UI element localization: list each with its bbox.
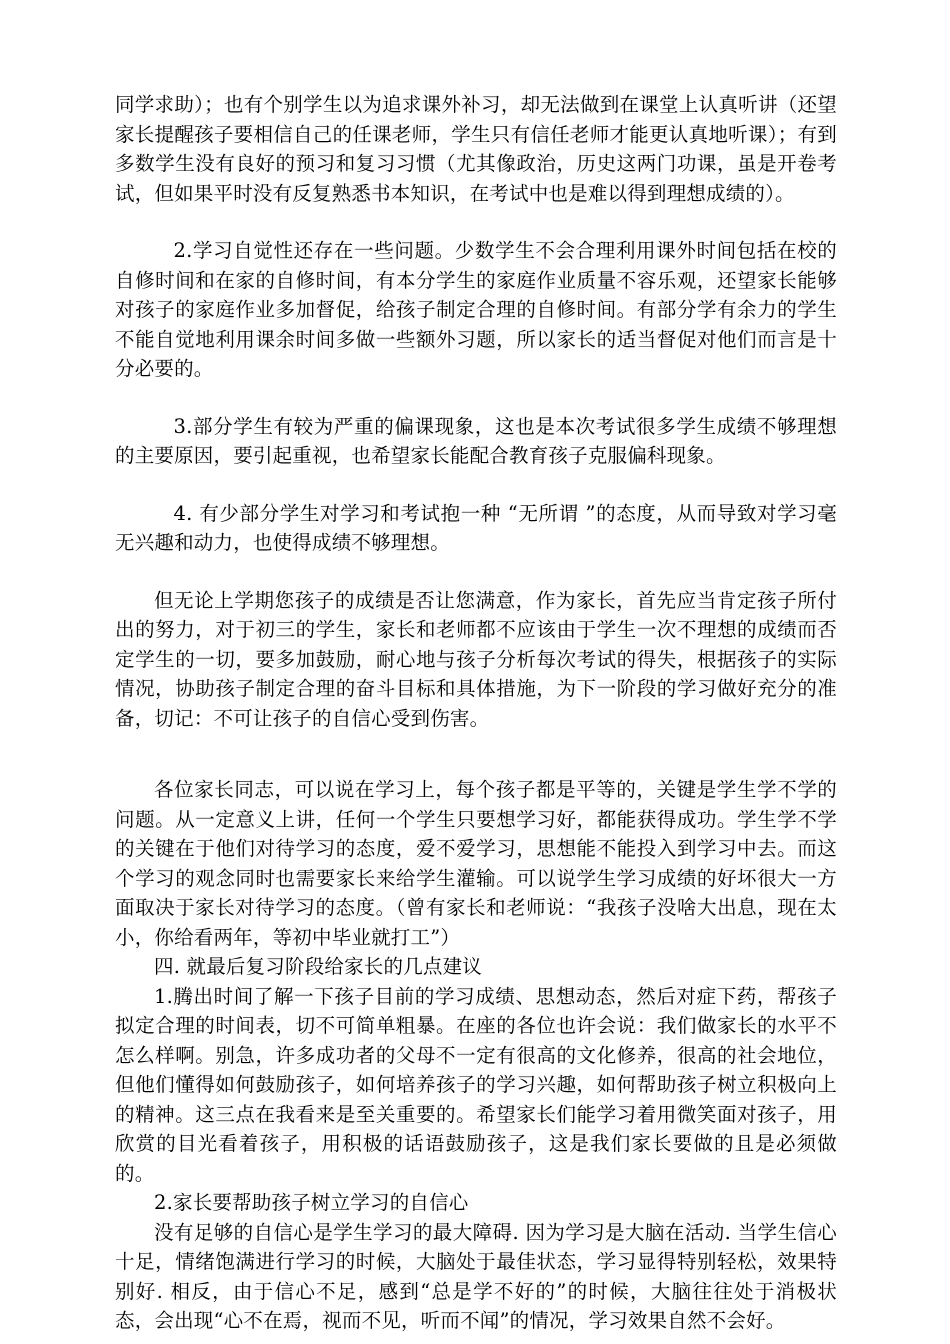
paragraph-confidence: 没有足够的自信心是学生学习的最大障碍. 因为学习是大脑在活动. 当学生信心十足，情绪饱满进行学习的时候，大脑处于最佳状态，学习显得特别轻松，效果特别好. 相反，由于信心不足，感到“总是学不好的”的时候，大脑往往处于消极状态，会出现“心不在焉，视而不见，听而不闻”的情况，学习效果自然不会好。 [115,1220,837,1332]
paragraph-suggestion-1: 1.腾出时间了解一下孩子目前的学习成绩、思想动态，然后对症下药，帮孩子拟定合理的时间表，切不可简单粗暴。在座的各位也许会说：我们做家长的水平不怎么样啊。别急，许多成功者的父母不一定有很高的文化修养，很高的社会地位，但他们懂得如何鼓励孩子，如何培养孩子的学习兴趣，如何帮助孩子树立积极向上的精神。这三点在我看来是至关重要的。希望家长们能学习着用微笑面对孩子，用欣赏的目光看着孩子，用积极的话语鼓励孩子，这是我们家长要做的且是必须做的。 [115,984,837,1185]
paragraph-parents-address: 各位家长同志，可以说在学习上，每个孩子都是平等的，关键是学生学不学的问题。从一定意义上讲，任何一个学生只要想学习好，都能获得成功。学生学不学的关键在于他们对待学习的态度，爱不爱学习，思想能不能投入到学习中去。而这个学习的观念同时也需要家长来给学生灌输。可以说学生学习成绩的好坏很大一方面取决于家长对待学习的态度。（曾有家长和老师说：“我孩子没啥大出息，现在太小，你给看两年，等初中毕业就打工”） [115,778,837,949]
paragraph-continuation: 同学求助）；也有个别学生以为追求课外补习，却无法做到在课堂上认真听讲（还望家长提醒孩子要相信自己的任课老师，学生只有信任老师才能更认真地听课）；有到多数学生没有良好的预习和复习习惯（尤其像政治，历史这两门功课，虽是开卷考试，但如果平时没有反复熟悉书本知识，在考试中也是难以得到理想成绩的）。 [115,93,837,205]
paragraph-item-2: 2.学习自觉性还存在一些问题。少数学生不会合理利用课外时间包括在校的自修时间和在家的自修时间，有本分学生的家庭作业质量不容乐观，还望家长能够对孩子的家庭作业多加督促，给孩子制定合理的自修时间。有部分学有余力的学生不能自觉地利用课余时间多做一些额外习题，所以家长的适当督促对他们而言是十分必要的。 [115,239,837,380]
paragraph-item-3: 3.部分学生有较为严重的偏课现象，这也是本次考试很多学生成绩不够理想的主要原因，要引起重视，也希望家长能配合教育孩子克服偏科现象。 [115,414,837,467]
paragraph-item-4: 4. 有少部分学生对学习和考试抱一种 “无所谓 ”的态度，从而导致对学习毫无兴趣和动力，也使得成绩不够理想。 [115,501,837,554]
paragraph-suggestion-2-heading: 2.家长要帮助孩子树立学习的自信心 [154,1191,469,1214]
section-heading-suggestions: 四. 就最后复习阶段给家长的几点建议 [154,955,482,978]
document-body [115,90,837,1336]
paragraph-encouragement: 但无论上学期您孩子的成绩是否让您满意，作为家长，首先应当肯定孩子所付出的努力，对于初三的学生，家长和老师都不应该由于学生一次不理想的成绩而否定学生的一切，要多加鼓励，耐心地与孩子分析每次考试的得失，根据孩子的实际情况，协助孩子制定合理的奋斗目标和具体措施，为下一阶段的学习做好充分的准备，切记：不可让孩子的自信心受到伤害。 [115,588,837,730]
